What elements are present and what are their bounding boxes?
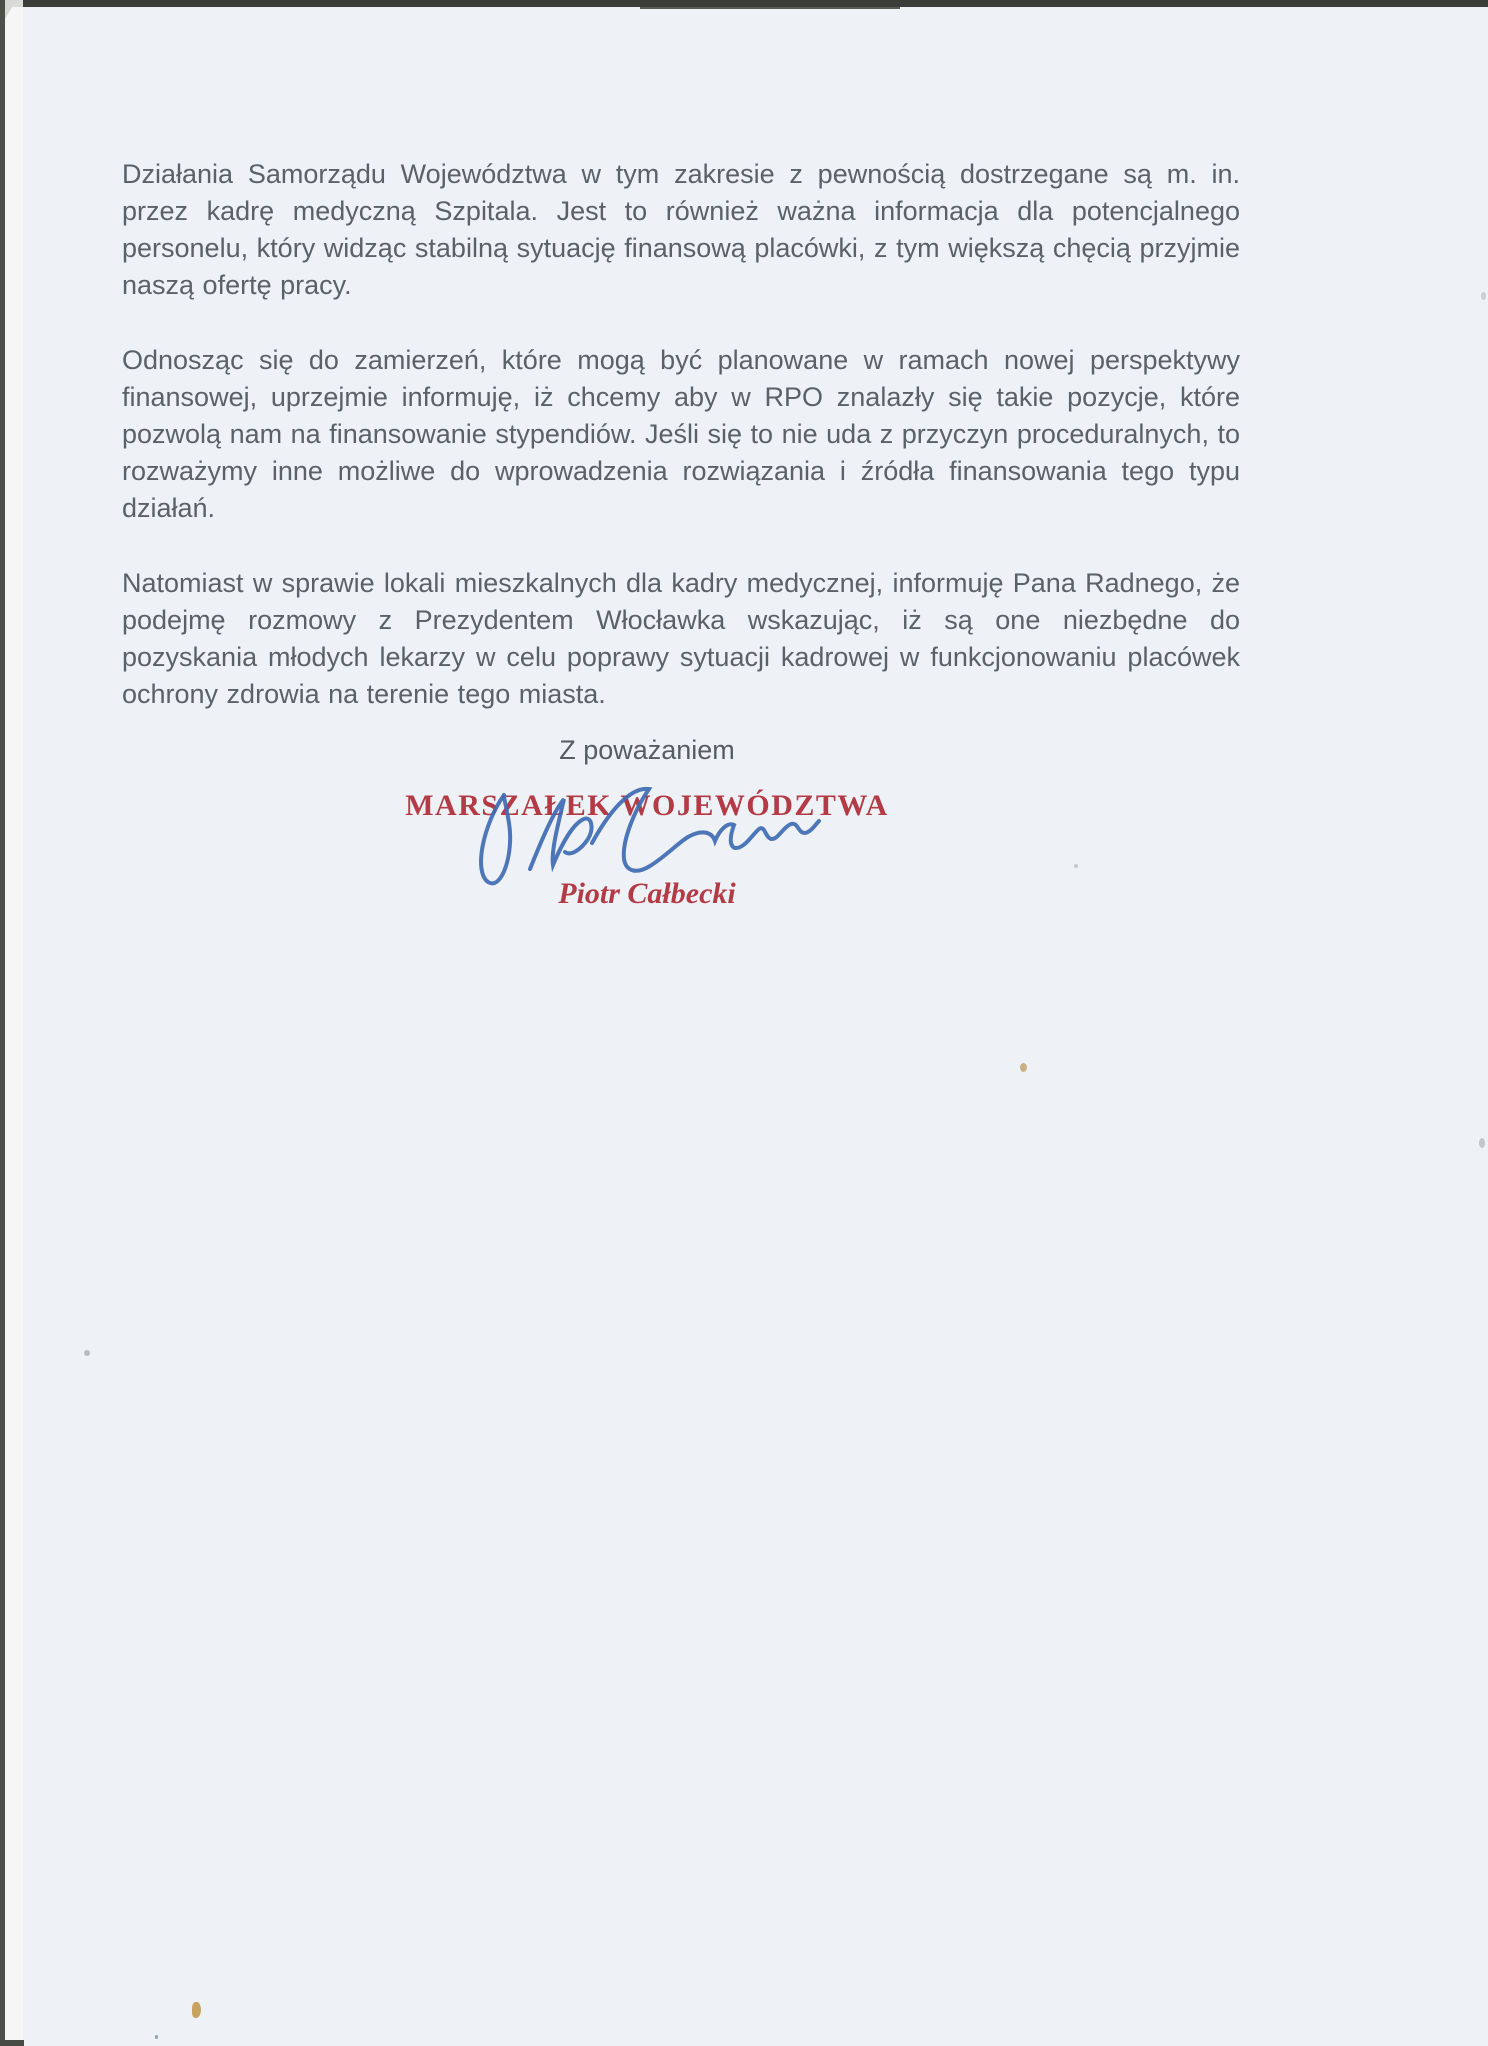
scan-edge-top: [0, 0, 1488, 7]
scan-speck: [1074, 864, 1078, 868]
stamp-title: MARSZAŁEK WOJEWÓDZTWA: [405, 789, 889, 822]
closing-phrase: Z poważaniem: [559, 735, 735, 765]
scan-speck: [1479, 1138, 1485, 1148]
paragraph-2: Odnosząc się do zamierzeń, które mogą być planowane w ramach nowej perspektywy finansowej, uprzejmie informuję, iż chcemy aby w RPO znalazły się takie pozycje, które pozwolą nam na finansowanie stypendiów. Jeśli się to nie uda z przyczyn proceduralnych, to rozważymy inne możliwe do wprowadzenia rozwiązania i źródła finansowania tego typu działań.: [122, 345, 1240, 523]
paragraph-3: Natomiast w sprawie lokali mieszkalnych dla kadry medycznej, informuję Pana Radnego, że podejmę rozmowy z Prezydentem Włocławka wskazując, iż są one niezbędne do pozyskania młodych lekarzy w celu poprawy sytuacji kadrowej w funkcjonowaniu placówek ochrony zdrowia na terenie tego miasta.: [122, 568, 1240, 709]
letter-body: [122, 156, 1240, 751]
scan-speck: [1020, 1063, 1027, 1072]
scan-speck: [1481, 292, 1486, 300]
signatory-name: Piotr Całbecki: [558, 877, 736, 910]
scan-speck: [84, 1350, 90, 1356]
paragraph-1: Działania Samorządu Województwa w tym zakresie z pewnością dostrzegane są m. in. przez kadrę medyczną Szpitala. Jest to również ważna informacja dla potencjalnego personelu, który widząc stabilną sytuację finansową placówki, z tym większą chęcią przyjmie naszą ofertę pracy.: [122, 159, 1240, 300]
signature-block: [397, 727, 897, 927]
scan-paper-edge: [5, 0, 23, 2046]
scan-speck: [155, 2035, 158, 2039]
scan-edge-bottom-left: [0, 2040, 24, 2046]
scan-speck: [192, 2002, 201, 2018]
